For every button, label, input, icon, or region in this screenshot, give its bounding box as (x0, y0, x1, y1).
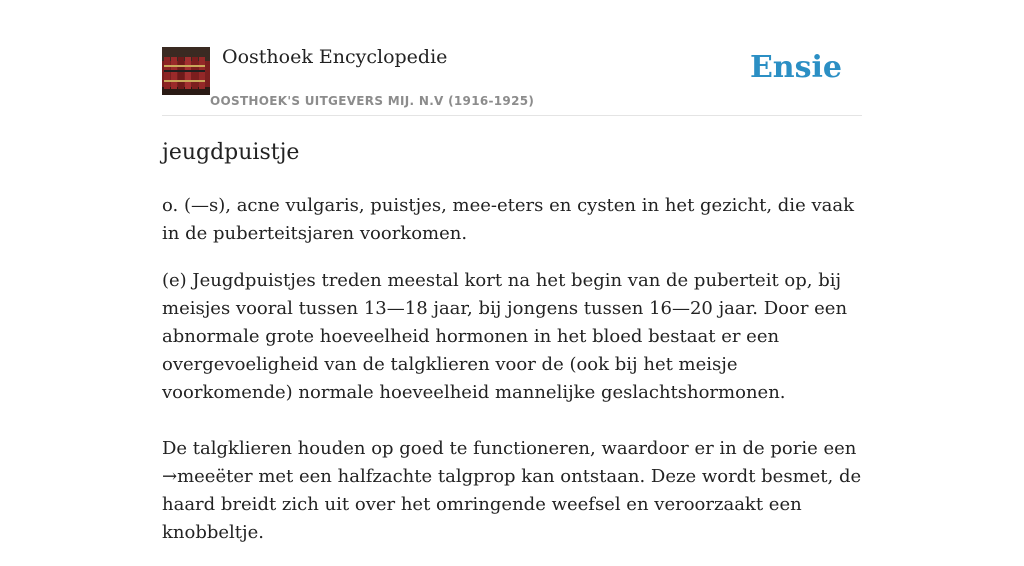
entry-paragraph: De talgklieren houden op goed te functioneren, waardoor er in de porie een →meeëter met een halfzachte talgprop kan ontstaan. Deze wordt besmet, de haard breidt zich uit over het omringende weefsel en veroorzaakt een knobbeltje. (162, 438, 862, 543)
entry-title: jeugdpuistje (162, 140, 300, 165)
article-container (162, 0, 862, 543)
ensie-logo-link[interactable]: Ensie (749, 50, 842, 85)
source-subtitle: OOSTHOEK'S UITGEVERS MIJ. N.V (1916-1925) (210, 94, 535, 108)
books-icon (162, 47, 210, 95)
source-header (162, 0, 862, 116)
entry-paragraph: (e) Jeugdpuistjes treden meestal kort na het begin van de puberteit op, bij meisjes vooral tussen 13—18 jaar, bij jongens tussen 16—20 jaar. Door een abnormale grote hoeveelheid hormonen in het bloed bestaat er een overgevoeligheid van de talgklieren voor de (ook bij het meisje voorkomende) normale hoeveelheid mannelijke geslachtshormonen. (162, 270, 848, 403)
entry-body (162, 192, 862, 566)
encyclopedia-books-avatar[interactable] (162, 47, 210, 95)
entry-paragraph: o. (—s), acne vulgaris, puistjes, mee-eters en cysten in het gezicht, die vaak in de puberteitsjaren voorkomen. (162, 195, 854, 244)
source-title[interactable]: Oosthoek Encyclopedie (222, 46, 448, 68)
